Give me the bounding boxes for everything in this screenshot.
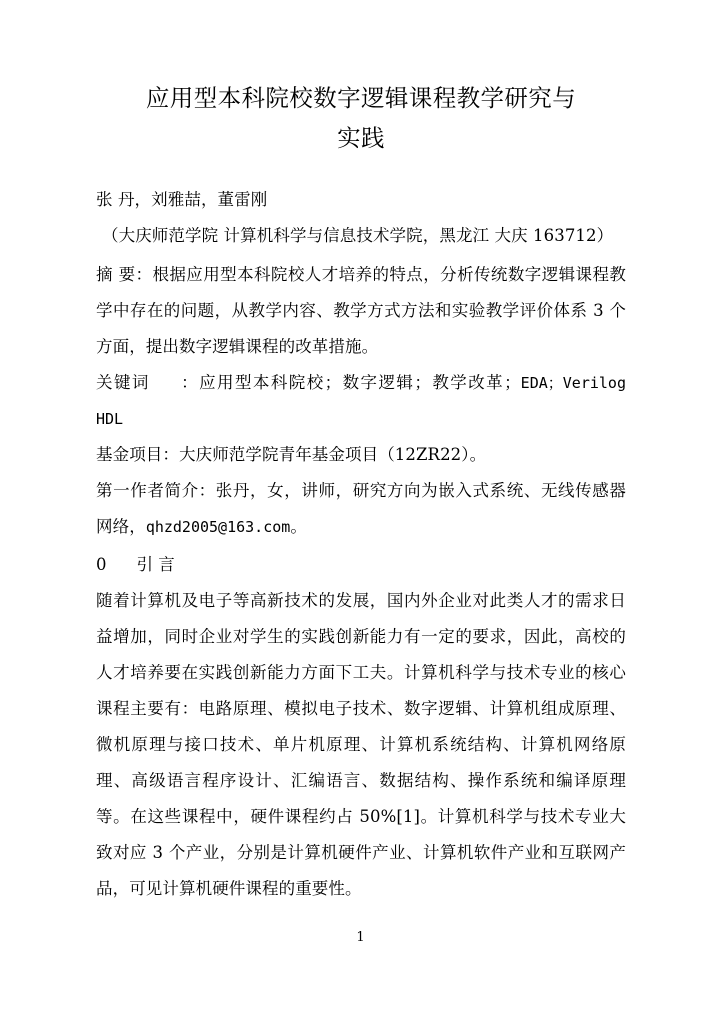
- keywords-colon: ：: [179, 373, 200, 392]
- bio-label: 第一作者简介：: [96, 481, 216, 500]
- abstract-section: [96, 257, 626, 365]
- title-line-2: 实践: [337, 124, 385, 152]
- page-title: [96, 0, 626, 158]
- page-number: 1: [356, 930, 365, 945]
- author-list: 张 丹，刘雅喆，董雷刚: [96, 190, 268, 209]
- fund-label: 基金项目：: [96, 445, 179, 464]
- keywords-section: [96, 365, 626, 437]
- author-biography: [96, 473, 626, 545]
- keywords-chinese: 应用型本科院校；数字逻辑；教学改革；: [199, 373, 521, 392]
- bio-email: qhzd2005@163.com: [145, 518, 291, 536]
- section-title: 引 言: [136, 555, 175, 574]
- bio-text: 张丹，女，讲师，研究方向为嵌入式系统、无线传感器网络，: [96, 481, 626, 536]
- page-content: [96, 0, 626, 907]
- abstract-label: 摘 要：: [96, 265, 153, 284]
- author-affiliation: （大庆师范学院 计算机科学与信息技术学院，黑龙江 大庆 163712）: [102, 226, 614, 245]
- abstract-text: 根据应用型本科院校人才培养的特点，分析传统数字逻辑课程教学中存在的问题，从教学内容、教学方式方法和实验教学评价体系 3 个方面，提出数字逻辑课程的改革措施。: [96, 265, 626, 356]
- keywords-english: EDA；Verilog HDL: [96, 374, 626, 428]
- title-line-1: 应用型本科院校数字逻辑课程教学研究与: [145, 84, 577, 112]
- section-heading-introduction: [96, 547, 626, 583]
- fund-text: 大庆师范学院青年基金项目（12ZR22）。: [179, 445, 487, 464]
- keywords-label: 关键词: [96, 373, 150, 392]
- bio-end: 。: [290, 517, 307, 536]
- fund-project: [96, 437, 626, 473]
- introduction-paragraph: 随着计算机及电子等高新技术的发展，国内外企业对此类人才的需求日益增加，同时企业对学生的实践创新能力有一定的要求，因此，高校的人才培养要在实践创新能力方面下工夫。计算机科学与技术专业的核心课程主要有：电路原理、模拟电子技术、数字逻辑、计算机组成原理、微机原理与接口技术、单片机原理、计算机系统结构、计算机网络原理、高级语言程序设计、汇编语言、数据结构、操作系统和编译原理等。在这些课程中，硬件课程约占 50%[1]。计算机科学与技术专业大致对应 3 个产业，分别是计算机硬件产业、计算机软件产业和互联网产品，可见计算机硬件课程的重要性。: [96, 591, 626, 898]
- section-number: 0: [96, 555, 107, 574]
